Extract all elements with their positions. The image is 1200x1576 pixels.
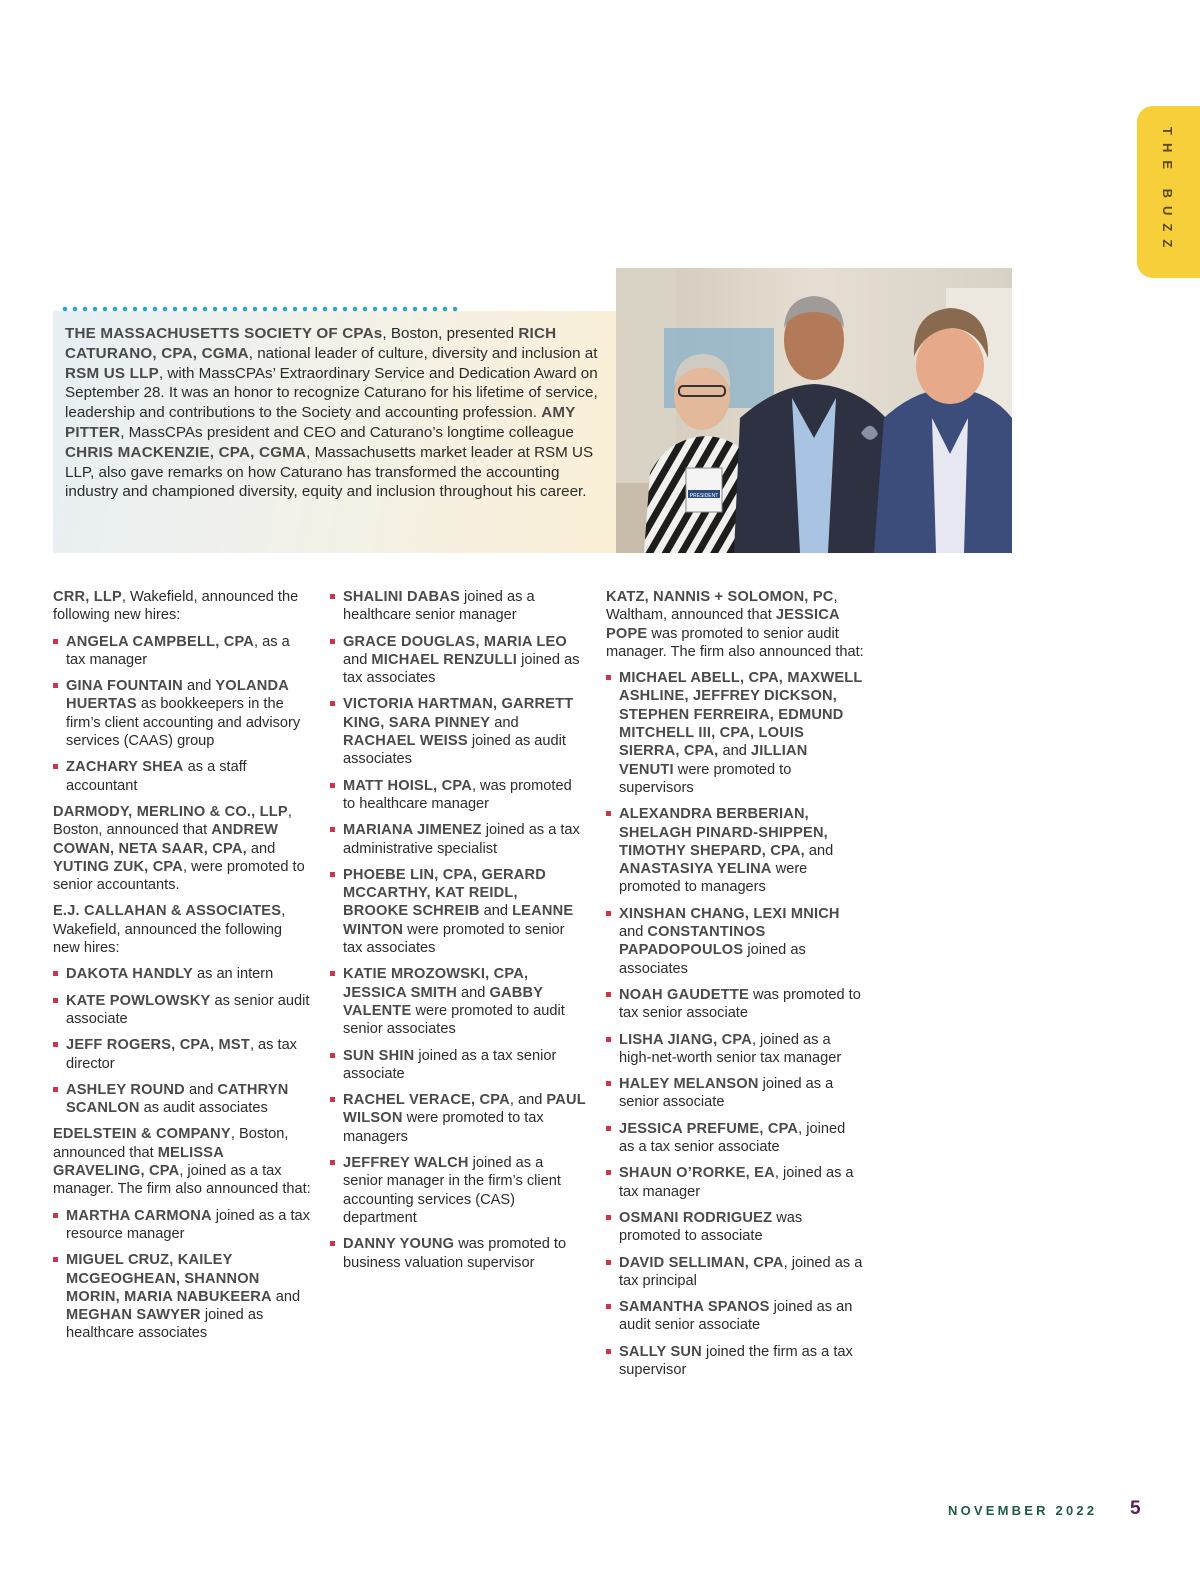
name-highlight: DANNY YOUNG bbox=[343, 1236, 455, 1253]
name-highlight: RACHEL VERACE, CPA bbox=[343, 1092, 510, 1109]
list-item bbox=[330, 695, 586, 768]
name-highlight: ANGELA CAMPBELL, CPA bbox=[66, 633, 255, 650]
body-text: , and bbox=[509, 1092, 547, 1109]
name-highlight: RACHAEL WEISS bbox=[343, 733, 468, 750]
list-item bbox=[53, 758, 311, 795]
name-highlight: VICTORIA HARTMAN, GARRETT KING, SARA PINNEY bbox=[343, 696, 574, 731]
name-highlight: SHALINI DABAS bbox=[343, 589, 460, 605]
body-text: was promoted to senior audit manager. The firm also announced that: bbox=[606, 625, 864, 660]
name-highlight: OSMANI RODRIGUEZ bbox=[619, 1209, 773, 1226]
announcement-paragraph bbox=[53, 803, 311, 894]
list-item bbox=[330, 777, 586, 814]
feature-paragraph bbox=[65, 324, 610, 502]
body-text: , Massachusetts market leader at RSM US LLP, also gave remarks on how Caturano has transformed the accounting industry and championed diversity, equity and inclusion throughout his career. bbox=[65, 443, 594, 501]
name-highlight: JEFF ROGERS, CPA, MST bbox=[66, 1037, 250, 1054]
body-text: and bbox=[184, 1081, 218, 1098]
name-highlight: ASHLEY ROUND bbox=[66, 1081, 185, 1098]
list-item bbox=[53, 1081, 311, 1118]
name-highlight: YUTING ZUK, CPA bbox=[53, 858, 184, 875]
list-item bbox=[330, 965, 586, 1038]
body-text: joined as tax associates bbox=[343, 651, 580, 687]
name-highlight: ZACHARY SHEA bbox=[66, 759, 184, 776]
list-item bbox=[53, 965, 311, 983]
name-highlight: MEGHAN SAWYER bbox=[66, 1307, 201, 1324]
name-highlight: SHAUN O’RORKE, EA bbox=[619, 1165, 775, 1182]
list-item bbox=[606, 1209, 864, 1246]
column-3 bbox=[606, 588, 864, 1387]
body-text: , Boston, announced that bbox=[53, 803, 292, 839]
name-highlight: GABBY VALENTE bbox=[343, 984, 543, 1019]
body-text: was promoted to business valuation supervisor bbox=[343, 1236, 567, 1271]
list-item bbox=[606, 1075, 864, 1112]
list-item bbox=[330, 1154, 586, 1227]
page-number: 5 bbox=[1130, 1498, 1141, 1519]
name-highlight: XINSHAN CHANG, LEXI MNICH bbox=[619, 905, 840, 922]
body-text: and bbox=[804, 842, 834, 859]
list-item bbox=[53, 1251, 311, 1342]
body-text: , Wakefield, announced the following new hires: bbox=[53, 903, 286, 957]
name-highlight: MELISSA GRAVELING, CPA bbox=[53, 1144, 224, 1180]
body-text: , Boston, announced that bbox=[53, 1126, 289, 1161]
list-item bbox=[330, 1047, 586, 1084]
name-highlight: CATHRYN SCANLON bbox=[66, 1081, 289, 1117]
body-text: , national leader of culture, diversity and inclusion at bbox=[248, 344, 598, 362]
body-text: was promoted to associate bbox=[619, 1209, 803, 1245]
list-item bbox=[606, 1031, 864, 1068]
body-text: as audit associates bbox=[139, 1100, 268, 1117]
body-text: , joined as a tax manager bbox=[619, 1165, 854, 1200]
name-highlight: SALLY SUN bbox=[619, 1343, 702, 1360]
body-text: as bookkeepers in the firm’s client accounting and advisory services (CAAS) group bbox=[66, 696, 301, 750]
list-item bbox=[606, 1254, 864, 1291]
body-text: , MassCPAs president and CEO and Caturano’s longtime colleague bbox=[120, 423, 574, 441]
body-text: joined the firm as a tax supervisor bbox=[619, 1343, 853, 1378]
body-text: and bbox=[479, 903, 513, 920]
body-text: were promoted to tax managers bbox=[343, 1110, 544, 1145]
name-highlight: KATZ, NANNIS + SOLOMON, PC bbox=[606, 589, 834, 605]
name-highlight: MIGUEL CRUZ, KAILEY MCGEOGHEAN, SHANNON MORIN, MARIA NABUKEERA bbox=[66, 1252, 272, 1305]
body-text: and bbox=[343, 651, 372, 668]
list-item bbox=[606, 669, 864, 797]
list-item bbox=[606, 1298, 864, 1335]
body-text: as an intern bbox=[192, 966, 274, 983]
body-text: , were promoted to senior accountants. bbox=[53, 858, 305, 894]
list-item bbox=[330, 1235, 586, 1272]
body-text: were promoted to managers bbox=[619, 861, 808, 896]
list-item bbox=[330, 1091, 586, 1146]
name-highlight: CONSTANTINOS PAPADOPOULOS bbox=[619, 924, 766, 959]
list-item bbox=[330, 866, 586, 957]
body-text: joined as a senior manager in the firm’s client accounting services (CAS) department bbox=[343, 1155, 561, 1226]
name-highlight: MARIANA JIMENEZ bbox=[343, 822, 482, 839]
name-highlight: PAUL WILSON bbox=[343, 1092, 586, 1127]
body-text: and bbox=[619, 924, 648, 941]
name-highlight: HALEY MELANSON bbox=[619, 1076, 759, 1093]
name-highlight: MARTHA CARMONA bbox=[66, 1207, 212, 1224]
list-item bbox=[606, 1343, 864, 1380]
announcement-list bbox=[53, 1207, 311, 1343]
body-text: and bbox=[718, 743, 751, 760]
body-text: and bbox=[490, 714, 519, 731]
list-item bbox=[606, 805, 864, 896]
body-text: joined as a tax senior associate bbox=[343, 1047, 557, 1082]
issue-date: NOVEMBER 2022 bbox=[948, 1503, 1098, 1518]
announcement-list bbox=[53, 965, 311, 1117]
name-highlight: NOAH GAUDETTE bbox=[619, 986, 749, 1003]
body-text: , joined as a tax senior associate bbox=[619, 1120, 846, 1156]
body-text: were promoted to senior tax associates bbox=[343, 921, 565, 957]
list-item bbox=[606, 1164, 864, 1201]
list-item bbox=[53, 992, 311, 1029]
list-item bbox=[330, 588, 586, 625]
list-item bbox=[53, 1207, 311, 1244]
body-text: , joined as a tax manager. The firm also announced that: bbox=[53, 1163, 311, 1198]
name-highlight: PHOEBE LIN, CPA, GERARD MCCARTHY, KAT REIDL, BROOKE SCHREIB bbox=[343, 866, 546, 920]
column-1 bbox=[53, 588, 311, 1351]
body-text: , Wakefield, announced the following new hires: bbox=[53, 589, 299, 624]
announcement-list bbox=[330, 588, 586, 1272]
name-highlight: ANASTASIYA YELINA bbox=[619, 861, 772, 878]
list-item bbox=[330, 821, 586, 858]
name-highlight: ANDREW COWAN, NETA SAAR, CPA, bbox=[53, 822, 279, 857]
name-highlight: GINA FOUNTAIN bbox=[66, 678, 183, 695]
body-text: joined as an audit senior associate bbox=[619, 1299, 853, 1334]
announcement-paragraph bbox=[606, 588, 864, 661]
name-highlight: EDELSTEIN & COMPANY bbox=[53, 1126, 231, 1143]
body-text: joined as a healthcare senior manager bbox=[343, 589, 535, 624]
name-highlight: CRR, LLP bbox=[53, 589, 122, 605]
body-text: joined as audit associates bbox=[343, 733, 566, 768]
announcement-list bbox=[53, 633, 311, 795]
body-text: were promoted to audit senior associates bbox=[343, 1002, 565, 1038]
name-highlight: KATIE MROZOWSKI, CPA, JESSICA SMITH bbox=[343, 966, 529, 1001]
list-item bbox=[53, 1036, 311, 1073]
body-text: joined as a tax resource manager bbox=[66, 1207, 310, 1242]
body-text: , joined as a tax principal bbox=[619, 1254, 863, 1289]
name-highlight: RSM US LLP bbox=[65, 364, 159, 382]
body-text: , Waltham, announced that bbox=[606, 589, 838, 624]
announcement-paragraph bbox=[53, 1125, 311, 1198]
body-text: joined as healthcare associates bbox=[66, 1307, 264, 1342]
name-highlight: ALEXANDRA BERBERIAN, SHELAGH PINARD-SHIPPEN, TIMOTHY SHEPARD, CPA, bbox=[619, 806, 828, 859]
body-text: , as a tax manager bbox=[66, 633, 290, 668]
name-highlight: AMY PITTER bbox=[65, 404, 576, 441]
name-highlight: E.J. CALLAHAN & ASSOCIATES bbox=[53, 903, 282, 920]
body-text: as senior audit associate bbox=[66, 992, 310, 1027]
name-highlight: MATT HOISL, CPA bbox=[343, 777, 472, 794]
name-highlight: DAVID SELLIMAN, CPA bbox=[619, 1254, 784, 1271]
body-text: , was promoted to healthcare manager bbox=[343, 777, 572, 812]
list-item bbox=[606, 905, 864, 978]
award-photo bbox=[616, 268, 1012, 553]
badge-text: PRESIDENT bbox=[689, 493, 719, 499]
announcement-paragraph bbox=[53, 902, 311, 957]
list-item bbox=[53, 633, 311, 670]
column-2 bbox=[330, 588, 586, 1280]
body-text: was promoted to tax senior associate bbox=[619, 986, 861, 1022]
announcement-list bbox=[606, 669, 864, 1379]
body-text: joined as a senior associate bbox=[619, 1076, 834, 1111]
name-highlight: SAMANTHA SPANOS bbox=[619, 1299, 770, 1316]
body-text: as a staff accountant bbox=[66, 759, 247, 794]
name-highlight: SUN SHIN bbox=[343, 1047, 415, 1064]
body-text: joined as associates bbox=[619, 942, 806, 977]
name-highlight: KATE POWLOWSKY bbox=[66, 992, 211, 1009]
body-text: joined as a tax administrative specialist bbox=[343, 822, 580, 857]
body-text: , with MassCPAs’ Extraordinary Service and Dedication Award on September 28. It was an honor to recognize Caturano for his lifetime of service, leadership and contributions to the Society and accounting profession. bbox=[65, 364, 598, 422]
dotted-rule bbox=[60, 305, 462, 313]
name-highlight: THE MASSACHUSETTS SOCIETY OF CPAs bbox=[65, 325, 383, 342]
list-item bbox=[606, 1120, 864, 1157]
announcement-paragraph bbox=[53, 588, 311, 625]
name-highlight: MICHAEL RENZULLI bbox=[371, 651, 518, 668]
list-item bbox=[330, 633, 586, 688]
name-highlight: DARMODY, MERLINO & CO., LLP bbox=[53, 803, 288, 820]
list-item bbox=[606, 986, 864, 1023]
name-highlight: JILLIAN VENUTI bbox=[619, 743, 808, 778]
body-text: and bbox=[456, 984, 490, 1001]
name-highlight: JESSICA POPE bbox=[606, 607, 840, 642]
name-highlight: DAKOTA HANDLY bbox=[66, 966, 193, 983]
name-highlight: LEANNE WINTON bbox=[343, 903, 574, 938]
name-highlight: MICHAEL ABELL, CPA, MAXWELL ASHLINE, JEFFREY DICKSON, STEPHEN FERREIRA, EDMUND MITCHELL III, CPA, LOUIS SIERRA, CPA, bbox=[619, 670, 863, 760]
name-highlight: YOLANDA HUERTAS bbox=[66, 678, 289, 713]
body-text: , Boston, presented bbox=[382, 325, 519, 342]
body-text: were promoted to supervisors bbox=[619, 761, 792, 796]
body-text: , as tax director bbox=[66, 1037, 297, 1072]
name-highlight: JEFFREY WALCH bbox=[343, 1155, 469, 1172]
name-highlight: LISHA JIANG, CPA bbox=[619, 1031, 752, 1048]
body-text: and bbox=[271, 1288, 301, 1305]
body-text: , joined as a high-net-worth senior tax manager bbox=[619, 1031, 842, 1066]
name-highlight: RICH CATURANO, CPA, CGMA bbox=[65, 325, 557, 362]
name-highlight: CHRIS MACKENZIE, CPA, CGMA bbox=[65, 443, 307, 461]
name-highlight: JESSICA PREFUME, CPA bbox=[619, 1120, 799, 1137]
list-item bbox=[53, 677, 311, 750]
body-text: and bbox=[182, 678, 216, 695]
section-tab-label: THE BUZZ bbox=[1160, 126, 1175, 256]
name-highlight: GRACE DOUGLAS, MARIA LEO bbox=[343, 633, 567, 650]
body-text: and bbox=[246, 840, 276, 857]
